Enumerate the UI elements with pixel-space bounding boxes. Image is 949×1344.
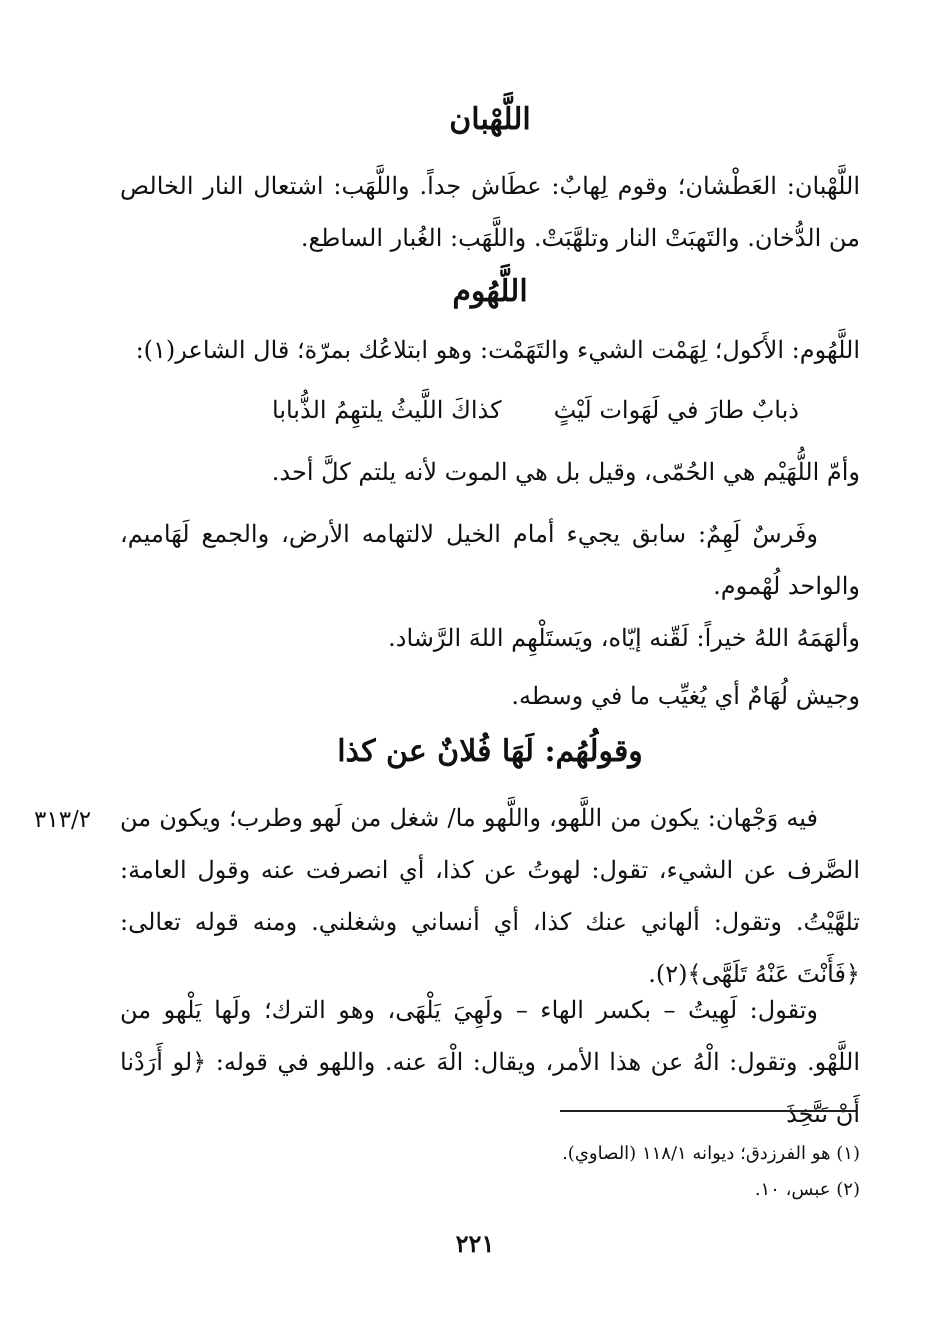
margin-reference: ٣١٣/٢ [34,807,92,833]
entry-paragraph-lahban: اللَّهْبان: العَطْشان؛ وقوم لِهابٌ: عطَاش جداً. واللَّهَب: اشتعال النار الخالص من الدُّخان. والتَهبَتْ النار وتلهَّبَتْ. واللَّهَب: الغُبار الساطع. [120,172,860,252]
entry-paragraph-laha-1: فيه وَجْهان: يكون من اللَّهو، واللَّهو ما/ شغل من لَهو وطرب؛ ويكون من الصَّرف عن الشيء، تقول: لهوتُ عن كذا، أي انصرفت عنه وقول العامة: تلهَّيْتُ. وتقول: ألهاني عنك كذا، أي أنساني وشغلني. ومنه قوله تعالى: ﴿فَأَنْتَ عَنْهُ تَلَهَّى﴾(٢). [120,804,860,988]
footnote-divider [560,1110,856,1112]
entry-paragraph-lahum-1: اللَّهُوم: الأَكول؛ لِهَمْت الشيء والتَهَمْت: وهو ابتلاعُك بمرّة؛ قال الشاعر(١): [135,336,860,364]
entry-paragraph-laha-2: وتقول: لَهِيتُ – بكسر الهاء – ولَهِيَ يَلْهَى، وهو الترك؛ ولَها يَلْهو من اللَّهْو. وتقول: الْهُ عن هذا الأمر، ويقال: الْهَ عنه. واللهو في قوله: ﴿لو أَرَدْنا أَنْ نَتَّخِذَ [120,996,860,1128]
entry-paragraph-lahum-4: وألهَمَهُ اللهُ خيراً: لَقّنه إيّاه، ويَستَلْهِم اللهَ الرَّشاد. [388,624,860,652]
verse-first-hemistich: ذبابٌ طارَ في لَهَوات لَيْثٍ [553,396,799,424]
page-number: ٢٢١ [455,1229,495,1258]
entry-paragraph-lahum-5: وجيش لُهَامٌ أي يُغيِّب ما في وسطه. [511,682,860,710]
entry-paragraph-lahum-3: وفَرسٌ لَهِمٌ: سابق يجيء أمام الخيل لالتهامه الأرض، والجمع لَهَاميم، والواحد لُهْموم. [120,520,860,600]
entry-paragraph-lahum-2: وأمّ اللُّهَيْم هي الحُمّى، وقيل بل هي الموت لأنه يلتم كلَّ أحد. [271,458,860,486]
entry-heading-lahum: اللَّهُوم [452,274,528,309]
footnote-2: (٢) عبس، ١٠. [754,1179,860,1200]
entry-heading-lahban: اللَّهْبان [449,102,531,137]
footnote-1: (١) هو الفرزدق؛ ديوانه ١١٨/١ (الصاوي). [562,1143,860,1164]
verse-second-hemistich: كذاكَ اللَّيثُ يلتهِمُ الذُّبابا [272,396,502,424]
entry-heading-laha: وقولُهُم: لَهَا فُلانٌ عن كذا [337,734,643,769]
